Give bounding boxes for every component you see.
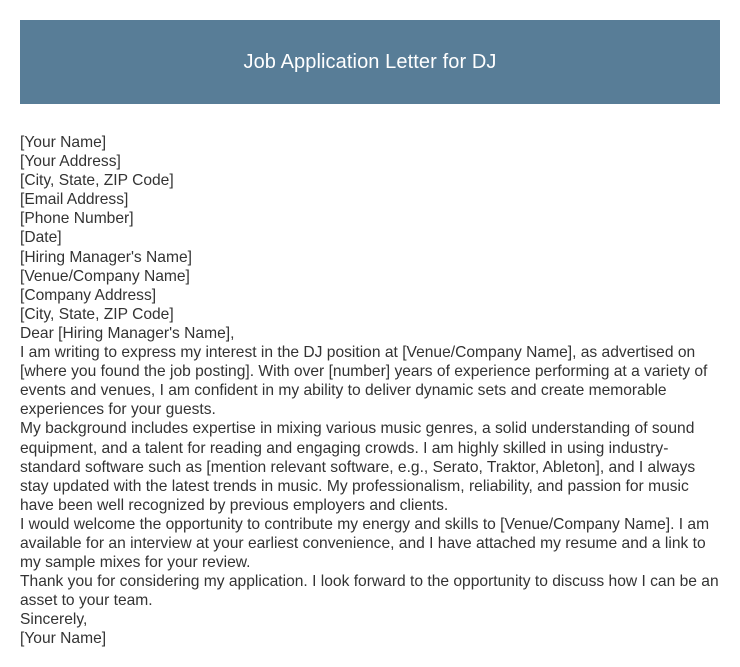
body-paragraph-background: My background includes expertise in mixing various music genres, a solid understanding of sound equipment, and a talent for reading and engaging crowds. I am highly skilled in using industry-standard software such as [mention relevant software, e.g., Serato, Traktor, Ableton], and I always stay updated with the latest trends in music. My professionalism, reliability, and passion for music have been well recognized by previous employers and clients. <box>20 420 696 514</box>
recipient-company: [Venue/Company Name] <box>20 267 190 285</box>
recipient-address: [Company Address] <box>20 286 157 304</box>
sender-name: [Your Name] <box>20 134 107 151</box>
closing: Sincerely, <box>20 611 88 629</box>
body-paragraph-intro: I am writing to express my interest in the DJ position at [Venue/Company Name], as advertised on [where you found the job posting]. With over [number] years of experience performing at a variety of events and venues, I am confident in my ability to deliver dynamic sets and create memorable experiences for your guests. <box>20 344 708 419</box>
body-paragraph-availability: I would welcome the opportunity to contribute my energy and skills to [Venue/Company Name]. I am available for an interview at your earliest convenience, and I have attached my resume and a link to my sample mixes for your review. <box>20 515 710 572</box>
recipient-manager: [Hiring Manager's Name] <box>20 248 192 266</box>
sender-email: [Email Address] <box>20 191 129 209</box>
body-paragraph-thanks: Thank you for considering my application. I look forward to the opportunity to discuss how I can be an asset to your team. <box>20 573 719 610</box>
page-header <box>20 20 720 104</box>
letter-body <box>20 133 720 649</box>
sender-phone: [Phone Number] <box>20 210 134 228</box>
salutation: Dear [Hiring Manager's Name], <box>20 324 235 342</box>
signature: [Your Name] <box>20 630 107 648</box>
sender-address: [Your Address] <box>20 153 121 171</box>
letter-date: [Date] <box>20 229 62 247</box>
page-title: Job Application Letter for DJ <box>243 50 497 73</box>
sender-city-state-zip: [City, State, ZIP Code] <box>20 172 174 190</box>
recipient-city-state-zip: [City, State, ZIP Code] <box>20 305 174 323</box>
